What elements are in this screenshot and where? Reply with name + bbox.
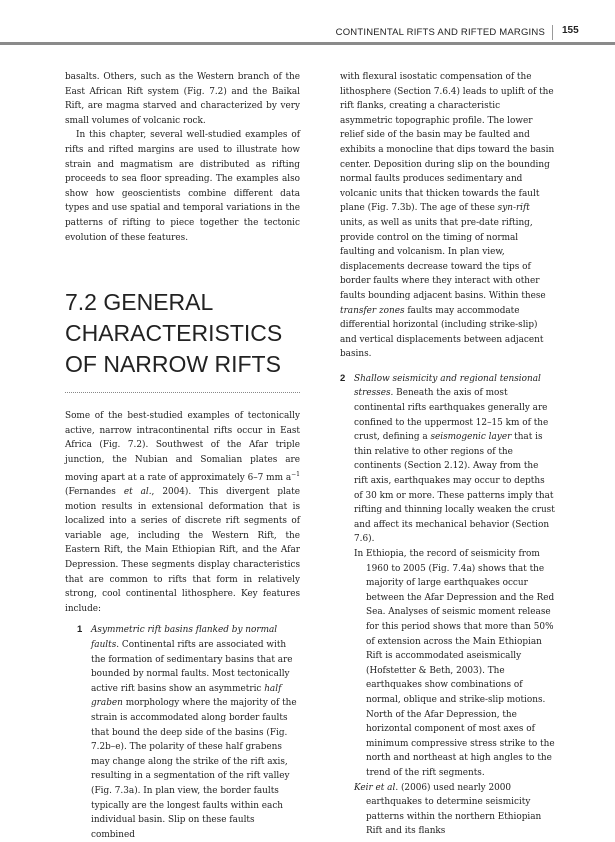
section-divider bbox=[65, 392, 300, 393]
header-separator bbox=[552, 25, 553, 40]
section-number: 7.2 bbox=[65, 289, 97, 316]
list-subparagraph: In Ethiopia, the record of seismicity from 1960 to 2005 (Fig. 7.4a) shows that the majority of large earthquakes occur between the Afar Depression and the Red Sea. Analyses of seismic moment release for this period shows that more than 50% of extension across the Main Ethiopian Rift is accommodated aseismically (Hofstetter & Beth, 2003). The earthquakes show combinations of normal, oblique and strike-slip motions. North of the Afar Depression, the horizontal component of most axes of minimum compressive stress strike to the north and northeast at high angles to the trend of the rift segments. bbox=[354, 549, 555, 778]
section-title: GENERAL CHARACTERISTICS OF NARROW RIFTS bbox=[65, 289, 283, 378]
running-title: CONTINENTAL RIFTS AND RIFTED MARGINS bbox=[335, 27, 545, 38]
list-item-number: 2 bbox=[340, 372, 346, 384]
page-number: 155 bbox=[562, 25, 579, 36]
section-heading bbox=[65, 287, 300, 380]
paragraph: basalts. Others, such as the Western branch of the East African Rift system (Fig. 7.2) and the Baikal Rift, are magma starved and characterized by very small volumes of volcanic rock. bbox=[65, 72, 300, 126]
list-item-number: 1 bbox=[77, 624, 83, 636]
list-item bbox=[340, 372, 555, 839]
page-header bbox=[0, 0, 615, 48]
list-item-text: Shallow seismicity and regional tensional stresses. Beneath the axis of most continental rifts earthquakes generally are confined to the uppermost 12–15 km of the crust, defining a seismogenic layer that is thin relative to other regions of the continents (Section 2.12). Away from the rift axis, earthquakes may occur to depths of 30 km or more. These patterns imply that rifting and thinning locally weaken the crust and affect its mechanical behavior (Section 7.6). bbox=[354, 373, 555, 545]
list-item-text: Asymmetric rift basins flanked by normal faults. Continental rifts are associated with the formation of sedimentary basins that are bounded by normal faults. Most tectonically active rift basins show an asymmetric half graben morphology where the majority of the strain is accommodated along border faults that bound the deep side of the basins (Fig. 7.2b–e). The polarity of these half grabens may change along the strike of the rift axis, resulting in a segmentation of the rift valley (Fig. 7.3a). In plan view, the border faults typically are the longest faults within each individual basin. Slip on these faults combined bbox=[91, 625, 297, 840]
left-column bbox=[65, 70, 300, 842]
paragraph: with flexural isostatic compensation of the lithosphere (Section 7.6.4) leads to uplift of the rift flanks, creating a characteristic asymmetric topographic profile. The lower relief side of the basin may be faulted and exhibits a monocline that dips toward the basin center. Deposition during slip on the bounding normal faults produces sedimentary and volcanic units that thicken towards the fault plane (Fig. 7.3b). The age of these syn-rift units, as well as units that pre-date rifting, provide control on the timing of normal faulting and volcanism. In plan view, displacements decrease toward the tips of border faults where they interact with other faults bounding adjacent basins. Within these transfer zones faults may accommodate differential horizontal (including strike-slip) and vertical displacements between adjacent basins. bbox=[340, 72, 555, 360]
list-subparagraph: Keir et al. (2006) used nearly 2000 earthquakes to determine seismicity patterns within the northern Ethiopian Rift and its flanks bbox=[354, 782, 542, 837]
right-column bbox=[340, 70, 555, 839]
header-rule bbox=[0, 42, 615, 45]
paragraph: Some of the best-studied examples of tectonically active, narrow intracontinental rifts occur in East Africa (Fig. 7.2). Southwest of the Afar triple junction, the Nubian and Somalian plates are moving apart at a rate of approximately 6–7 mm $a^{-1}$ (Fernandes et al., 2004). This divergent plate motion results in extensional deformation that is localized into a series of discrete rift segments of variable age, including the Western Rift, the Eastern Rift, the Main Ethiopian Rift, and the Afar Depression. These segments display characteristics that are common to rifts that form in relatively strong, cool continental lithosphere. Key features include: bbox=[65, 411, 300, 614]
list-item bbox=[65, 623, 300, 842]
paragraph: In this chapter, several well-studied examples of rifts and rifted margins are used to illustrate how strain and magmatism are distributed as rifting proceeds to sea floor spreading. The examples also show how geoscientists combine different data types and use spatial and temporal variations in the patterns of rifting to piece together the tectonic evolution of these features. bbox=[65, 130, 300, 243]
